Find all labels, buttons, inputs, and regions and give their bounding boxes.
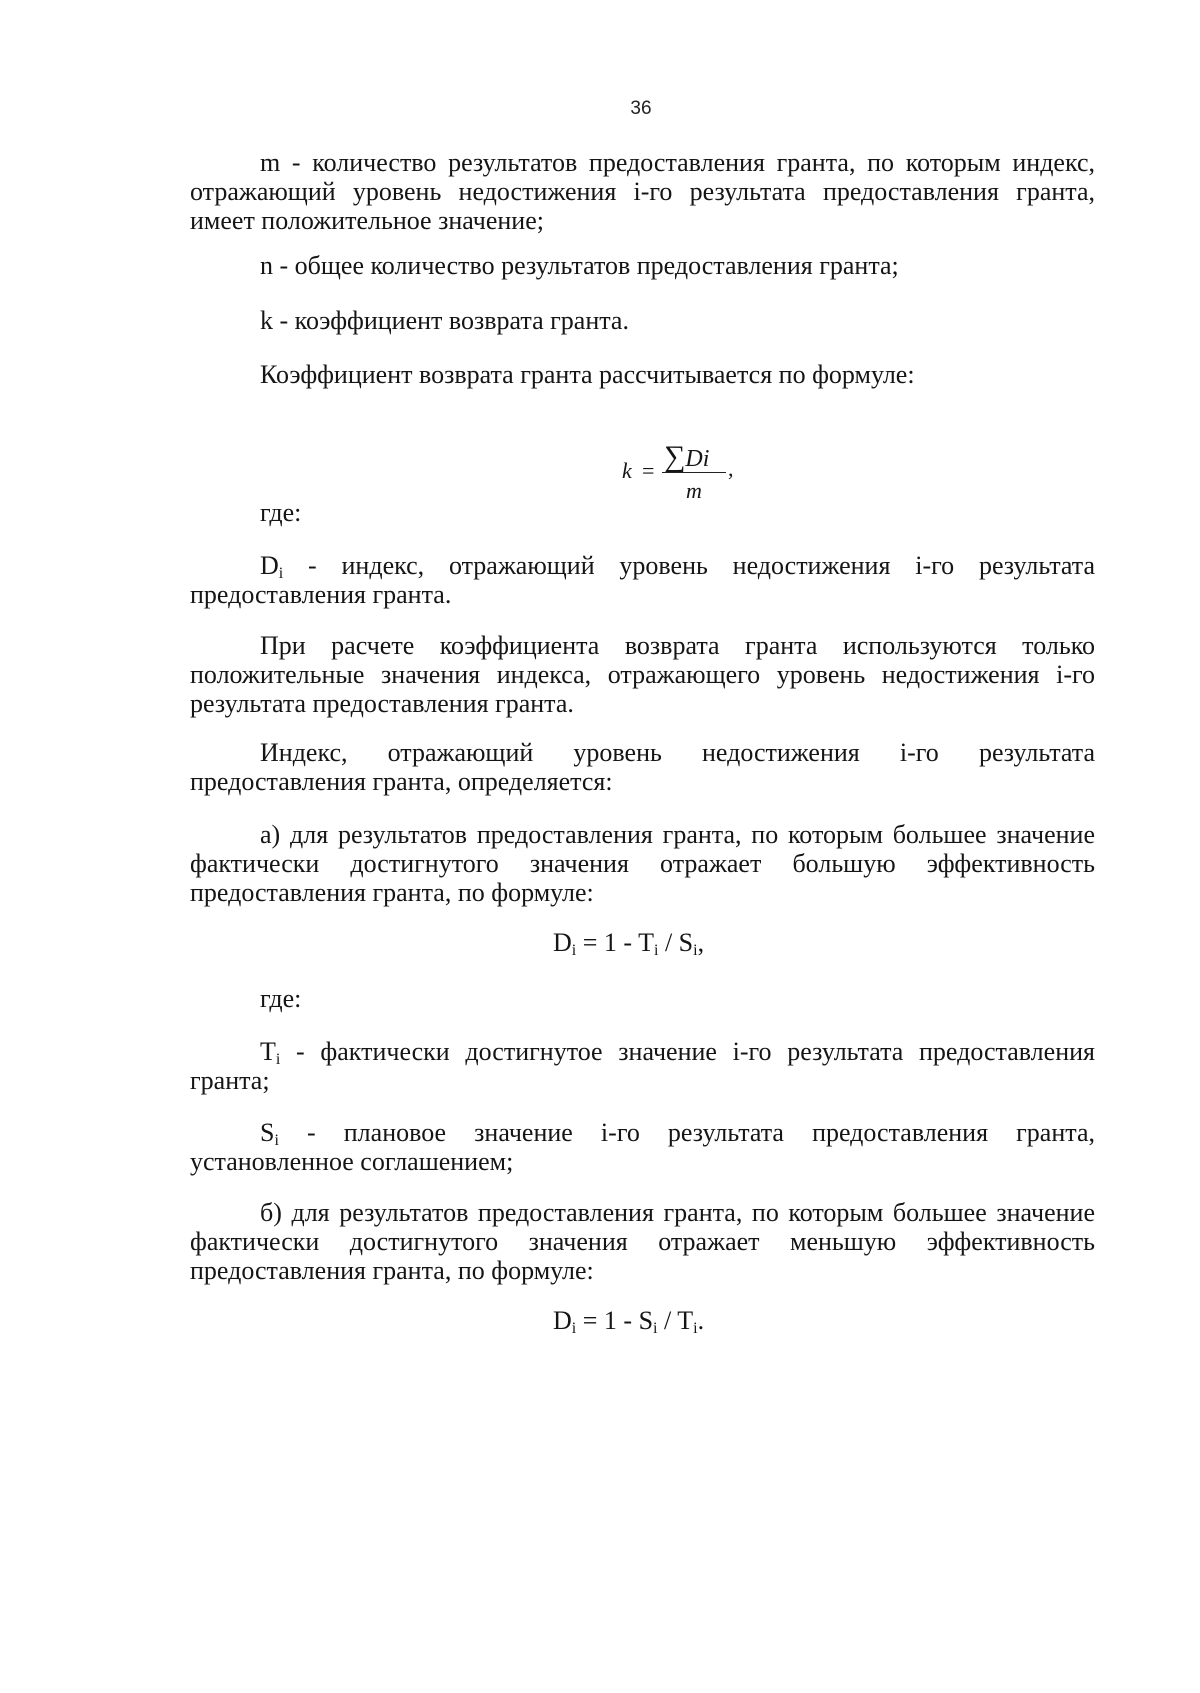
formula-b: $D_i = 1 - S_i / T_i$.: [553, 1306, 705, 1337]
k-formula-lhs: k: [622, 458, 632, 483]
k-formula-numerator: [664, 440, 709, 474]
k-formula-numerator-var: Di: [685, 446, 710, 472]
index-intro: Индекс, отражающий уровень недостижения i-го результата предоставления гранта, определяется:: [190, 738, 1095, 796]
where-label-2: где:: [260, 984, 302, 1013]
k-definition: k - коэффициент возврата гранта.: [260, 306, 629, 335]
case-b: б) для результатов предоставления гранта, по которым большее значение фактически достигнутого значения отражает меньшую эффективность предоставления гранта, по формуле:: [190, 1198, 1095, 1285]
k-formula-comma: ,: [728, 456, 734, 481]
m-definition: m - количество результатов предоставления гранта, по которым индекс, отражающий уровень недостижения i-го результата предоставления гранта, имеет положительное значение;: [190, 148, 1095, 235]
positive-values-note: При расчете коэффициента возврата гранта используются только положительные значения индекса, отражающего уровень недостижения i-го результата предоставления гранта.: [190, 631, 1095, 718]
k-formula-denominator: m: [686, 478, 702, 503]
di-definition: $D_i$ - индекс, отражающий уровень недостижения i-го результата предоставления гранта.: [190, 551, 1095, 609]
si-symbol: $S_i$: [260, 1118, 279, 1149]
k-formula: [622, 438, 752, 518]
ti-definition: $T_i$ - фактически достигнутое значение i-го результата предоставления гранта;: [190, 1037, 1095, 1095]
where-label-1: где:: [260, 498, 302, 527]
formula-a: $D_i = 1 - T_i / S_i$,: [553, 928, 705, 959]
k-formula-equals: =: [642, 458, 655, 483]
n-definition: n - общее количество результатов предоставления гранта;: [260, 251, 899, 280]
ti-symbol: $T_i$: [260, 1037, 281, 1068]
di-symbol: $D_i$: [260, 551, 284, 582]
si-definition: $S_i$ - плановое значение i-го результата предоставления гранта, установленное соглашением;: [190, 1118, 1095, 1176]
sum-symbol: ∑: [664, 440, 686, 473]
k-formula-intro: Коэффициент возврата гранта рассчитывается по формуле:: [260, 360, 915, 389]
case-a: а) для результатов предоставления гранта, по которым большее значение фактически достигнутого значения отражает большую эффективность предоставления гранта, по формуле:: [190, 820, 1095, 907]
page-number: 36: [630, 98, 652, 119]
fraction-bar: [662, 472, 726, 473]
